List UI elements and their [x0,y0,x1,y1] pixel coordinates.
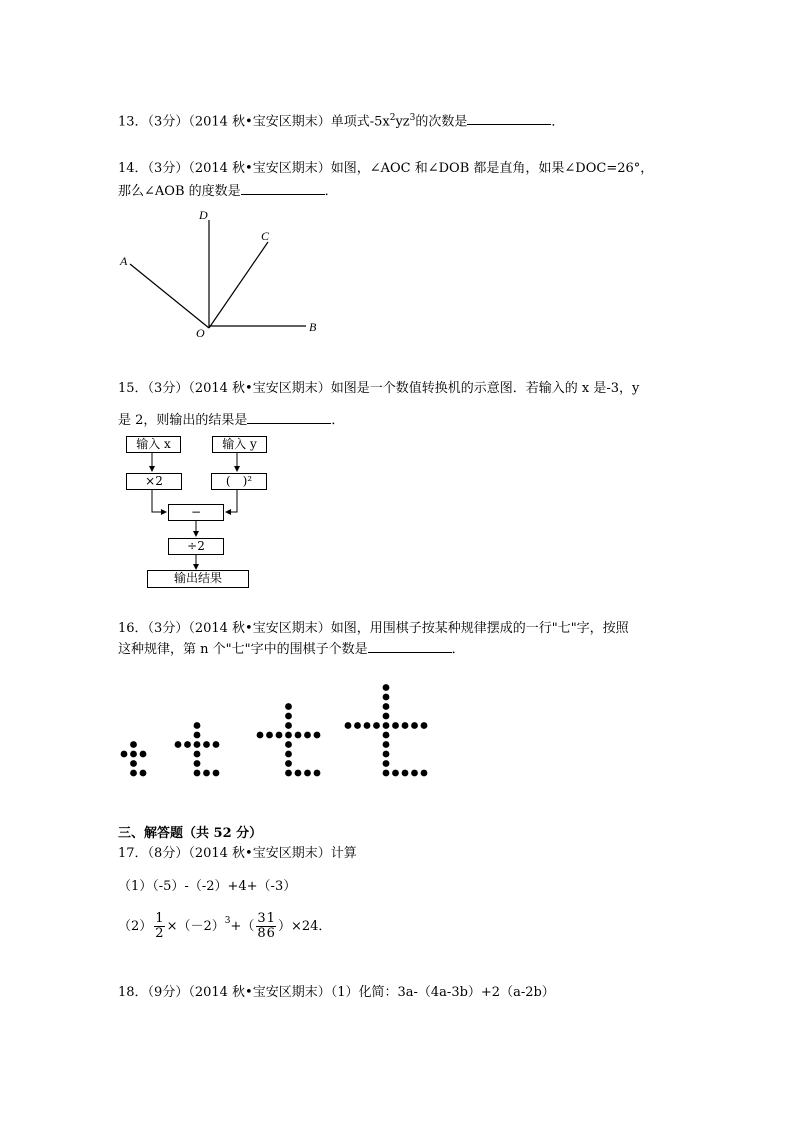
q14-end: ． [324,184,338,199]
q17-part2-label: （2） [118,919,153,934]
q17-part2-end: ）×24． [277,919,332,934]
q16-line1: 如图，用围棋子按某种规律摆成的一行"七"字，按照 [330,621,629,636]
q13-end: ． [551,114,565,130]
frac-half-num: 1 [155,911,164,926]
go-stone-fig4 [402,770,409,777]
go-stone-fig4 [383,732,390,739]
q18-source: （2014 秋•宝安区期末） [188,985,331,1000]
go-stone-fig3 [285,760,292,767]
go-stone-fig4 [421,722,428,729]
go-stone-fig1 [130,760,137,767]
flow-square: ( )² [211,473,267,490]
flow-input-y: 输入 y [212,436,267,453]
label-a: A [120,254,128,268]
go-stone-fig4 [392,770,399,777]
go-stone-fig2 [184,741,191,748]
q18-text: （1）化简：3a-（4a-3b）+2（a-2b） [330,985,555,1000]
go-stone-fig4 [383,760,390,767]
q15-points: （3分） [147,381,189,396]
q14-angle-figure [110,200,340,345]
q18-number: 18． [118,985,148,1000]
q17-exp: 3 [224,916,231,926]
go-stone-fig1 [140,770,147,777]
q17-part2 [118,912,331,941]
go-stone-fig4 [411,722,418,729]
go-stone-fig4 [411,770,418,777]
q17-part1: （1）（-5）-（-2）+4+（-3） [118,879,297,894]
go-stone-fig3 [257,732,264,739]
go-stone-fig4 [383,751,390,758]
go-stone-fig2 [194,760,201,767]
go-stone-fig2 [213,741,220,748]
go-stone-fig3 [285,732,292,739]
go-stone-fig2 [213,770,220,777]
q15-answer-blank[interactable] [247,412,331,424]
flow-minus: − [168,504,224,521]
go-stone-fig3 [295,732,302,739]
go-stone-fig4 [402,722,409,729]
go-stone-fig3 [285,770,292,777]
ray-oa [130,264,209,328]
q13-exp1: 2 [389,113,396,123]
frac-3-8-num: 3 [257,911,266,926]
go-stone-fig3 [276,732,283,739]
q15-source: （2014 秋•宝安区期末） [188,381,331,396]
q13-answer-blank[interactable] [467,113,551,125]
q13-exp2: 3 [409,113,416,123]
go-stone-fig1 [140,751,147,758]
flow-times-2: ×2 [126,473,182,490]
go-stone-fig2 [175,741,182,748]
q14-answer-blank[interactable] [241,183,325,195]
frac-half-den: 2 [155,926,164,941]
q17-frac-half [154,912,164,941]
label-o: O [196,326,205,340]
q17-plus-paren: +（ [230,919,255,934]
flow-input-x: 输入 x [126,436,181,453]
q15-line2-text: 是 2，则输出的结果是 [118,413,248,428]
go-stone-fig3 [304,732,311,739]
go-stone-fig2 [203,741,210,748]
frac-3-8-den: 8 [257,926,266,941]
question-14 [118,161,653,177]
go-stone-fig4 [383,722,390,729]
go-stone-fig3 [295,770,302,777]
q14-points: （3分） [147,161,189,176]
go-stone-fig4 [345,722,352,729]
q17-points: （8分） [147,846,189,861]
question-16-line2 [118,641,465,658]
go-stone-fig2 [194,732,201,739]
go-stone-fig4 [383,770,390,777]
q15-number: 15． [118,381,148,396]
q14-line1: 如图，∠AOC 和∠DOB 都是直角，如果∠DOC=26°， [330,161,654,176]
go-stone-fig3 [285,713,292,720]
go-stone-fig2 [194,770,201,777]
q17-number: 17． [118,846,148,861]
ray-oc [209,242,268,328]
go-stone-fig3 [314,732,321,739]
go-stone-fig3 [285,751,292,758]
label-c: C [261,229,270,243]
q16-number: 16． [118,621,148,636]
q16-answer-blank[interactable] [368,641,452,653]
q13-text-after: 的次数是 [415,114,468,130]
question-14-line2 [118,183,338,200]
q17-title: 计算 [330,846,357,861]
go-stone-fig1 [121,751,128,758]
question-15 [118,381,639,397]
go-stone-fig1 [130,751,137,758]
q15-line1: 如图是一个数值转换机的示意图．若输入的 x 是-3，y [330,381,640,396]
q15-end: ． [331,413,345,428]
go-stone-fig4 [383,694,390,701]
flowchart [118,434,278,590]
go-stone-fig4 [392,722,399,729]
go-stone-fig2 [194,722,201,729]
question-18 [118,985,555,1001]
go-stone-fig4 [383,741,390,748]
q16-qi-figure [110,668,460,783]
question-15-line2 [118,412,344,429]
go-stone-fig4 [383,684,390,691]
q17-part2-mid: ×（－2） [166,919,225,934]
go-stone-fig4 [364,722,371,729]
go-stone-fig4 [383,713,390,720]
q16-end: ． [451,642,465,657]
q14-source: （2014 秋•宝安区期末） [188,161,331,176]
q16-line2-text: 这种规律，第 n 个"七"字中的围棋子个数是 [118,642,368,657]
go-stone-fig2 [194,741,201,748]
go-stone-fig2 [194,751,201,758]
question-17 [118,846,357,862]
frac-1-6-num: 1 [266,911,275,926]
flow-divide-2: ÷2 [168,538,224,555]
go-stone-fig3 [304,770,311,777]
q17-frac-1-6 [266,912,276,941]
go-stone-fig3 [285,741,292,748]
q14-line2-text: 那么∠AOB 的度数是 [118,184,241,199]
q13-points: （3分） [147,114,189,130]
q14-number: 14． [118,161,148,176]
q16-source: （2014 秋•宝安区期末） [188,621,331,636]
label-b: B [309,320,317,334]
go-stone-fig4 [373,722,380,729]
label-d: D [199,208,208,222]
q18-points: （9分） [147,985,189,1000]
go-stone-fig3 [285,722,292,729]
q13-text-mid: yz [395,114,410,130]
go-stone-fig3 [285,703,292,710]
q13-text: 单项式-5x [330,114,390,130]
q17-source: （2014 秋•宝安区期末） [188,846,331,861]
flow-output: 输出结果 [147,570,249,588]
go-stone-fig4 [354,722,361,729]
go-stone-fig4 [421,770,428,777]
go-stone-fig3 [314,770,321,777]
q13-source: （2014 秋•宝安区期末） [188,114,331,130]
go-stone-fig1 [130,741,137,748]
go-stone-fig3 [266,732,273,739]
go-stone-fig2 [203,770,210,777]
go-stone-fig1 [130,770,137,777]
q13-number: 13． [118,114,148,130]
section-3-title: 三、解答题（共 52 分） [118,826,263,841]
go-stone-fig4 [383,703,390,710]
q16-points: （3分） [147,621,189,636]
frac-1-6-den: 6 [266,926,275,941]
question-13 [118,110,564,130]
question-16 [118,621,629,637]
